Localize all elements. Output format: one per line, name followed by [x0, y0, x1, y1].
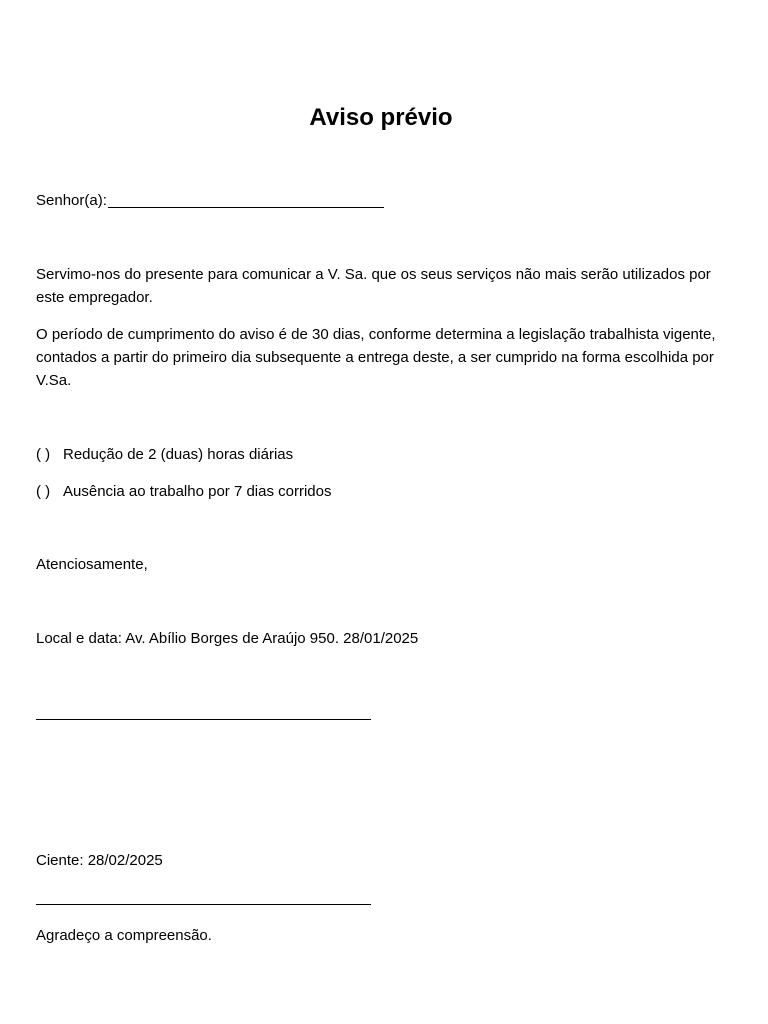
option-absence-days [36, 480, 736, 503]
option-checkbox-marker: ( ) [36, 483, 51, 500]
option-checkbox-marker: ( ) [36, 446, 51, 463]
paragraph-period: O período de cumprimento do aviso é de 30 dias, conforme determina a legislação trabalhista vigente, contados a partir do primeiro dia subsequente a entrega deste, a ser cumprido na forma escolhida por V.Sa. [36, 326, 716, 389]
document-title: Aviso prévio [309, 104, 453, 131]
thanks-text: Agradeço a compreensão. [36, 927, 212, 944]
addressee-line [36, 189, 736, 212]
closing-text: Atenciosamente, [36, 556, 148, 573]
option-label: Ausência ao trabalho por 7 dias corridos [63, 483, 332, 500]
location-date-text: Local e data: Av. Abílio Borges de Araújo 950. 28/01/2025 [36, 630, 419, 647]
acknowledgement-text: Ciente: 28/02/2025 [36, 852, 163, 869]
option-reduced-hours [36, 443, 736, 466]
paragraph-notice: Servimo-nos do presente para comunicar a V. Sa. que os seus serviços não mais serão utilizados por este empregador. [36, 266, 711, 306]
employee-signature-line [36, 904, 371, 905]
employer-signature-line [36, 719, 371, 720]
option-label: Redução de 2 (duas) horas diárias [63, 446, 294, 463]
addressee-blank-line [108, 207, 384, 208]
addressee-label: Senhor(a): [36, 192, 107, 209]
